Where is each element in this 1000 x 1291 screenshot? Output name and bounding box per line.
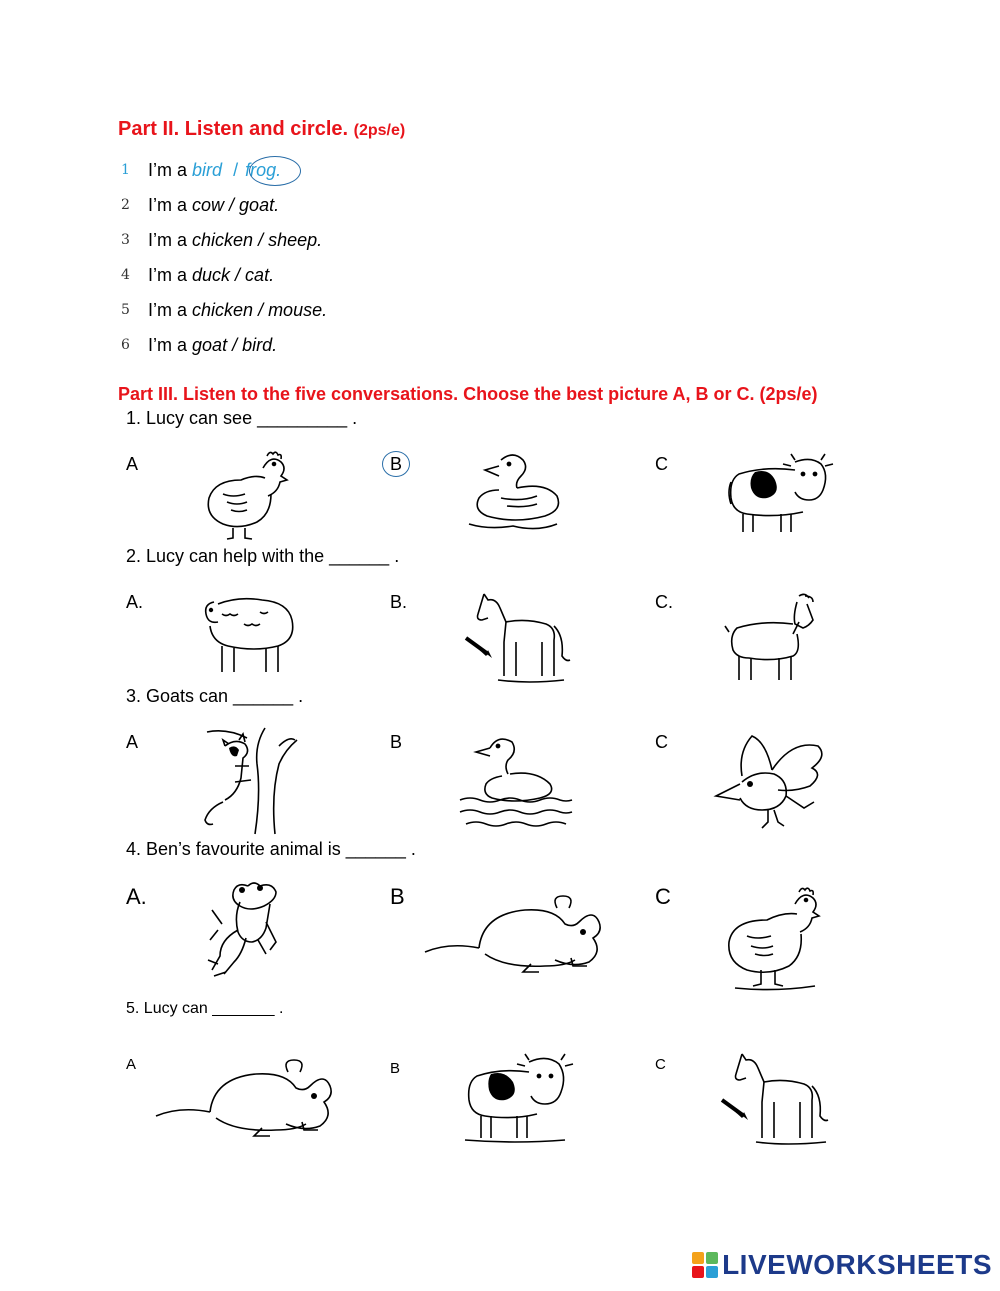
logo-block — [692, 1266, 704, 1278]
bird-flying-icon[interactable] — [712, 732, 836, 832]
item-number: 4 — [121, 267, 130, 283]
horse-icon[interactable] — [718, 1050, 830, 1150]
question-2: 2. Lucy can help with the ______ . — [126, 546, 400, 566]
mouse-icon[interactable] — [425, 898, 605, 976]
logo-block — [706, 1252, 718, 1264]
item-number: 5 — [121, 302, 130, 318]
option-c-label[interactable]: C — [655, 454, 668, 474]
answer-circle-mark — [382, 451, 410, 477]
option-b-label[interactable]: B — [390, 454, 403, 474]
part2-item-6 — [148, 335, 277, 356]
option-a-label[interactable]: A. — [126, 592, 144, 612]
part2-item-2 — [148, 195, 279, 216]
question-3: 3. Goats can ______ . — [126, 686, 304, 706]
option-c-label[interactable]: C — [655, 1056, 666, 1073]
item-prefix: I’m a — [148, 230, 188, 250]
option-a-label[interactable]: A — [126, 732, 139, 752]
option-a-label[interactable]: A — [126, 454, 139, 474]
option-c-label[interactable]: C — [655, 884, 671, 909]
option-c-label[interactable]: C. — [655, 592, 673, 612]
item-options[interactable]: chicken / sheep. — [192, 230, 323, 250]
mouse-icon[interactable] — [156, 1062, 336, 1140]
option-bird[interactable]: bird — [192, 160, 223, 180]
frog-jumping-icon[interactable] — [208, 880, 284, 980]
sheep-icon[interactable] — [200, 594, 296, 680]
horse-icon[interactable] — [462, 590, 572, 688]
logo-blocks-icon — [692, 1252, 718, 1278]
logo-block — [692, 1252, 704, 1264]
part2-points: (2ps/e) — [353, 122, 406, 139]
part2-item-3 — [148, 230, 322, 251]
item-prefix: I’m a — [148, 300, 188, 320]
option-separator: / — [233, 160, 239, 180]
item-number: 3 — [121, 232, 130, 248]
item-options[interactable]: goat / bird. — [192, 335, 278, 355]
part2-item-4 — [148, 265, 274, 286]
logo-text: LIVEWORKSHEETS — [722, 1249, 992, 1280]
option-b-label[interactable]: B — [390, 1060, 401, 1077]
item-number: 1 — [121, 162, 130, 178]
item-number: 6 — [121, 337, 130, 353]
cat-climbing-tree-icon[interactable] — [195, 726, 301, 834]
question-4: 4. Ben’s favourite animal is ______ . — [126, 839, 416, 859]
item-options[interactable]: duck / cat. — [192, 265, 275, 285]
duck-swimming-icon[interactable] — [460, 734, 572, 830]
hen-icon[interactable] — [725, 884, 825, 992]
option-a-label[interactable]: A. — [126, 884, 147, 909]
item-options[interactable]: cow / goat. — [192, 195, 280, 215]
duck-icon[interactable] — [463, 452, 563, 536]
item-prefix: I’m a — [148, 195, 188, 215]
item-prefix: I’m a — [148, 160, 188, 180]
item-number: 2 — [121, 197, 130, 213]
option-a-label[interactable]: A — [126, 1056, 137, 1073]
liveworksheets-logo — [692, 1249, 992, 1281]
goat-icon[interactable] — [725, 592, 825, 686]
hen-icon[interactable] — [203, 448, 293, 540]
question-1: 1. Lucy can see _________ . — [126, 408, 358, 428]
part3-heading: Part III. Listen to the five conversations. Choose the best picture A, B or C. (2ps/e) — [118, 384, 818, 404]
option-c-label[interactable]: C — [655, 732, 668, 752]
part2-item-5 — [148, 300, 327, 321]
item-prefix: I’m a — [148, 335, 188, 355]
answer-circle-mark — [249, 156, 301, 186]
option-b-label[interactable]: B — [390, 884, 405, 909]
option-frog-circled[interactable]: frog. — [245, 160, 282, 180]
part2-title: Part II. Listen and circle. — [118, 118, 349, 140]
part2-heading — [118, 118, 405, 141]
item-prefix: I’m a — [148, 265, 188, 285]
item-options[interactable]: chicken / mouse. — [192, 300, 328, 320]
option-b-label[interactable]: B. — [390, 592, 408, 612]
cow-icon[interactable] — [463, 1054, 573, 1144]
logo-block — [706, 1266, 718, 1278]
option-b-label[interactable]: B — [390, 732, 403, 752]
cow-icon[interactable] — [725, 452, 835, 536]
question-5: 5. Lucy can _______ . — [126, 1000, 284, 1017]
